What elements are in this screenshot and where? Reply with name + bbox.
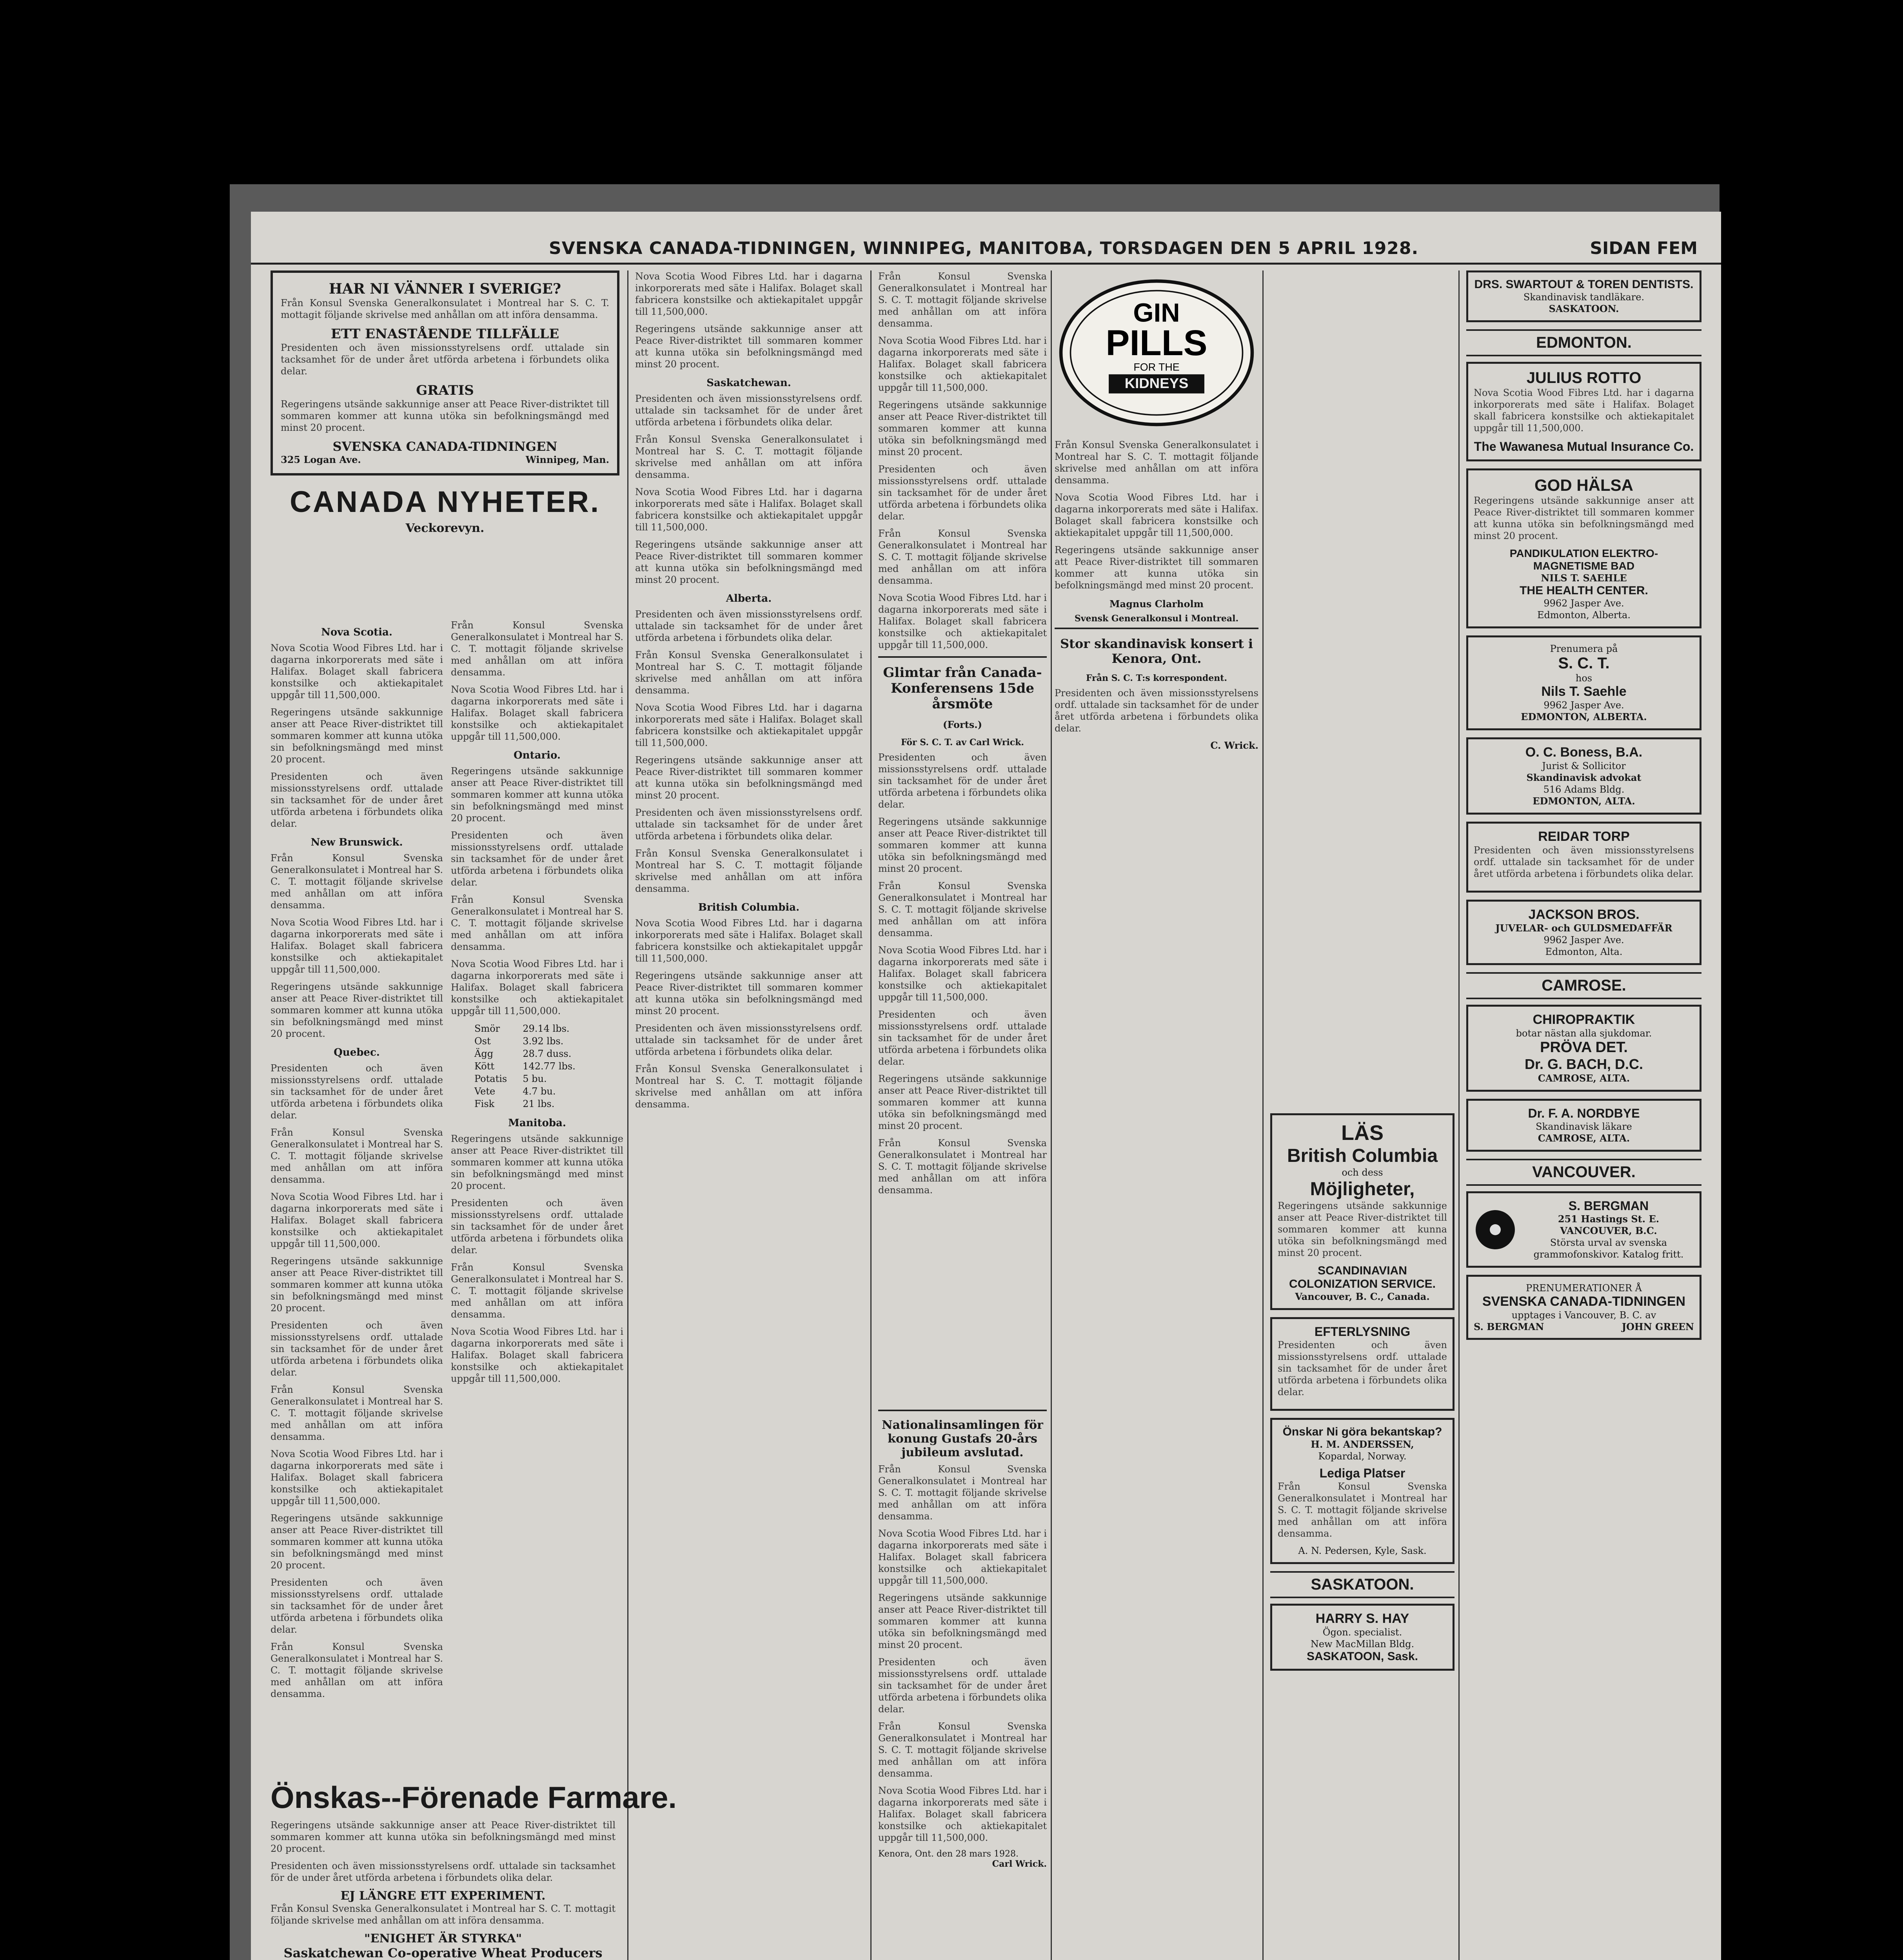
- article-text: Regeringens utsände sakkunnige anser att Peace River-distriktet till sommaren kommer att kunna utöka sin befolkningsmängd med minst 20 procent.: [1055, 544, 1258, 591]
- boness-ad: [1466, 737, 1701, 815]
- article-text: Nova Scotia Wood Fibres Ltd. har i dagarna inkorporerats med säte i Halifax. Bolaget skall fabricera konstsilke och aktiekapitalet uppgår till 11,500,000.: [451, 684, 623, 742]
- article-text: Regeringens utsände sakkunnige anser att Peace River-distriktet till sommaren kommer att kunna utöka sin befolkningsmängd med minst 20 procent.: [878, 1073, 1047, 1131]
- vancouver-header: VANCOUVER.: [1466, 1159, 1701, 1186]
- article-text: Nova Scotia Wood Fibres Ltd. har i dagarna inkorporerats med säte i Halifax. Bolaget skall fabricera konstsilke och aktiekapitalet uppgår till 11,500,000.: [635, 702, 863, 748]
- boness-sub: Jurist & Sollicitor: [1542, 760, 1626, 771]
- article-text: Nova Scotia Wood Fibres Ltd. har i dagarna inkorporerats med säte i Halifax. Bolaget skall fabricera konstsilke och aktiekapitalet uppgår till 11,500,000.: [635, 271, 863, 317]
- subscribe-sub: ETT ENASTÅENDE TILLFÄLLE: [330, 326, 559, 342]
- article-text: Regeringens utsände sakkunnige anser att Peace River-distriktet till sommaren kommer att kunna utöka sin befolkningsmängd med minst 20 procent.: [635, 323, 863, 370]
- efterlysning-text: Presidenten och även missionsstyrelsens ordf. uttalade sin tacksamhet för de under året utförda arbetena i förbundets olika delar.: [1278, 1339, 1447, 1397]
- table-row: [467, 1022, 583, 1035]
- pool-name: Saskatchewan Co-operative Wheat Producers: [283, 1945, 603, 1960]
- nordbye-city: CAMROSE, ALTA.: [1538, 1132, 1630, 1144]
- camrose-header: CAMROSE.: [1466, 972, 1701, 999]
- nordbye-name: Dr. F. A. NORDBYE: [1528, 1106, 1640, 1120]
- table-row: [467, 1098, 583, 1110]
- pills-for-text: FOR THE: [1133, 361, 1180, 373]
- jackson-ad: [1466, 900, 1701, 965]
- health-city: Edmonton, Alberta.: [1537, 610, 1631, 621]
- article-text: Från Konsul Svenska Generalkonsulatet i Montreal har S. C. T. mottagit följande skrivelse med anhållan om att införa densamma.: [878, 271, 1047, 329]
- saskatoon-header: SASKATOON.: [1270, 1571, 1454, 1598]
- masthead-title: SVENSKA CANADA-TIDNINGEN, WINNIPEG, MANITOBA, TORSDAGEN DEN 5 APRIL 1928.: [549, 238, 1419, 258]
- pren-agent-b: JOHN GREEN: [1622, 1321, 1694, 1332]
- boness-city: EDMONTON, ALTA.: [1533, 795, 1635, 807]
- article-text: Från Konsul Svenska Generalkonsulatet i Montreal har S. C. T. mottagit följande skrivelse med anhållan om att införa densamma.: [878, 1464, 1047, 1522]
- subscribe-text-3: Regeringens utsände sakkunnige anser att Peace River-distriktet till sommaren kommer att kunna utöka sin befolkningsmängd med minst 20 procent.: [281, 399, 609, 433]
- reidar-text: Presidenten och även missionsstyrelsens ordf. uttalade sin tacksamhet för de under året utförda arbetena i förbundets olika delar.: [1474, 845, 1694, 879]
- god-halsa-title: GOD HÄLSA: [1534, 476, 1633, 494]
- section-alberta: Alberta.: [726, 593, 772, 604]
- section-new-brunswick: New Brunswick.: [311, 837, 403, 848]
- gratis-label: GRATIS: [416, 383, 474, 398]
- production-table: [467, 1022, 583, 1110]
- article-text: Regeringens utsände sakkunnige anser att Peace River-distriktet till sommaren kommer att kunna utöka sin befolkningsmängd med minst 20 procent.: [878, 399, 1047, 457]
- chiro-title: CHIROPRAKTIK: [1533, 1012, 1635, 1027]
- magnus-name: Magnus Clarholm: [1109, 598, 1204, 610]
- article-text: Regeringens utsände sakkunnige anser att Peace River-distriktet till sommaren kommer att kunna utöka sin befolkningsmängd med minst 20 procent.: [451, 1133, 623, 1191]
- article-text: Presidenten och även missionsstyrelsens ordf. uttalade sin tacksamhet för de under året utförda arbetena i förbundets olika delar.: [635, 1023, 863, 1057]
- reidar-name: REIDAR TORP: [1538, 829, 1630, 844]
- pren-sub: upptages i Vancouver, B. C. av: [1511, 1310, 1656, 1321]
- subscribe-paper-name: SVENSKA CANADA-TIDNINGEN: [332, 439, 557, 454]
- column-6-ads: [1466, 270, 1701, 1960]
- article-text: Presidenten och även missionsstyrelsens ordf. uttalade sin tacksamhet för de under året utförda arbetena i förbundets olika delar.: [271, 771, 443, 829]
- boness-name: O. C. Boness, B.A.: [1525, 745, 1643, 760]
- article-text: Regeringens utsände sakkunnige anser att Peace River-distriktet till sommaren kommer att kunna utöka sin befolkningsmängd med minst 20 procent.: [878, 1592, 1047, 1650]
- kenora-signoff-name: Carl Wrick.: [992, 1859, 1047, 1869]
- section-british-columbia: British Columbia.: [698, 902, 800, 913]
- bc-ad-service: SCANDINAVIAN COLONIZATION SERVICE.: [1289, 1264, 1436, 1290]
- konsert-byline: Från S. C. T:s korrespondent.: [1086, 673, 1228, 683]
- article-text: Regeringens utsände sakkunnige anser att Peace River-distriktet till sommaren kommer att kunna utöka sin befolkningsmängd med minst 20 procent.: [271, 981, 443, 1039]
- bergman-city: VANCOUVER, B.C.: [1560, 1225, 1657, 1236]
- wawanesa-title: The Wawanesa Mutual Insurance Co.: [1474, 439, 1694, 454]
- article-text: Från Konsul Svenska Generalkonsulatet i Montreal har S. C. T. mottagit följande skrivelse med anhållan om att införa densamma.: [1055, 439, 1258, 486]
- article-text: Regeringens utsände sakkunnige anser att Peace River-distriktet till sommaren kommer att kunna utöka sin befolkningsmängd med minst 20 procent.: [271, 1513, 443, 1571]
- table-cell: Fisk: [474, 1098, 495, 1109]
- column-1-text: [271, 619, 443, 1835]
- bc-ad-las: LÄS: [1341, 1121, 1384, 1145]
- subscribe-text: Från Konsul Svenska Generalkonsulatet i Montreal har S. C. T. mottagit följande skrivelse med anhållan om att införa densamma.: [281, 298, 609, 320]
- god-halsa-ad: [1466, 468, 1701, 628]
- table-row: [467, 1035, 583, 1047]
- boness-adv: Skandinavisk advokat: [1526, 772, 1642, 783]
- table-cell: 4.7 bu.: [523, 1086, 556, 1097]
- section-nova-scotia: Nova Scotia.: [321, 626, 392, 638]
- article-text: Nova Scotia Wood Fibres Ltd. har i dagarna inkorporerats med säte i Halifax. Bolaget skall fabricera konstsilke och aktiekapitalet uppgår till 11,500,000.: [271, 1448, 443, 1506]
- table-cell: 142.77 lbs.: [523, 1061, 576, 1072]
- article-text: Presidenten och även missionsstyrelsens ordf. uttalade sin tacksamhet för de under året utförda arbetena i förbundets olika delar.: [271, 1860, 616, 1883]
- farmers-title: Önskas--Förenade Farmare.: [271, 1780, 677, 1815]
- article-text: Från Konsul Svenska Generalkonsulatet i Montreal har S. C. T. mottagit följande skrivelse med anhållan om att införa densamma.: [451, 1262, 623, 1320]
- sct-label: S. C. T.: [1558, 655, 1610, 672]
- subscribe-city: Winnipeg, Man.: [525, 454, 609, 465]
- swartout-city: SASKATOON.: [1549, 303, 1619, 314]
- nordbye-sub: Skandinavisk läkare: [1536, 1121, 1632, 1132]
- article-text: Presidenten och även missionsstyrelsens ordf. uttalade sin tacksamhet för de under året utförda arbetena i förbundets olika delar.: [271, 1063, 443, 1121]
- glimtar-byline: För S. C. T. av Carl Wrick.: [901, 737, 1024, 748]
- article-text: Nova Scotia Wood Fibres Ltd. har i dagarna inkorporerats med säte i Halifax. Bolaget skall fabricera konstsilke och aktiekapitalet uppgår till 11,500,000.: [271, 1191, 443, 1249]
- hay-line2: New MacMillan Bldg.: [1310, 1639, 1415, 1650]
- bach-name: Dr. G. BACH, D.C.: [1524, 1056, 1643, 1072]
- pills-kidneys-text: KIDNEYS: [1124, 375, 1189, 392]
- health-address: 9962 Jasper Ave.: [1543, 598, 1624, 609]
- bc-ad: [1270, 1113, 1454, 1310]
- column-rule: [870, 270, 872, 1960]
- article-text: Nova Scotia Wood Fibres Ltd. har i dagarna inkorporerats med säte i Halifax. Bolaget skall fabricera konstsilke och aktiekapitalet uppgår till 11,500,000.: [271, 642, 443, 701]
- article-text: Från Konsul Svenska Generalkonsulatet i Montreal har S. C. T. mottagit följande skrivelse med anhållan om att införa densamma.: [271, 1127, 443, 1185]
- column-rule: [1051, 270, 1052, 1960]
- nordbye-ad: [1466, 1099, 1701, 1152]
- veckorevyn-label: Veckorevyn.: [405, 521, 485, 535]
- bekantskap-name: H. M. ANDERSSEN,: [1311, 1439, 1414, 1450]
- column-5-ads: [1270, 1113, 1454, 1960]
- article-text: Nova Scotia Wood Fibres Ltd. har i dagarna inkorporerats med säte i Halifax. Bolaget skall fabricera konstsilke och aktiekapitalet uppgår till 11,500,000.: [878, 592, 1047, 650]
- glimtar-title: Glimtar från Canada-Konferensens 15de årsmöte: [883, 665, 1042, 712]
- bc-ad-och-dess: och dess: [1342, 1167, 1383, 1178]
- bc-ad-city: Vancouver, B. C., Canada.: [1295, 1291, 1430, 1302]
- article-text: Nova Scotia Wood Fibres Ltd. har i dagarna inkorporerats med säte i Halifax. Bolaget skall fabricera konstsilke och aktiekapitalet uppgår till 11,500,000.: [878, 1785, 1047, 1843]
- article-text: Presidenten och även missionsstyrelsens ordf. uttalade sin tacksamhet för de under året utförda arbetena i förbundets olika delar.: [1055, 688, 1258, 734]
- prenumera-city: EDMONTON, ALBERTA.: [1521, 711, 1647, 722]
- bc-ad-mojligheter: Möjligheter,: [1310, 1179, 1415, 1200]
- article-text: Presidenten och även missionsstyrelsens ordf. uttalade sin tacksamhet för de under året utförda arbetena i förbundets olika delar.: [635, 393, 863, 428]
- column-rule: [627, 270, 628, 1960]
- section-ontario: Ontario.: [514, 750, 561, 761]
- article-text: Från Konsul Svenska Generalkonsulatet i Montreal har S. C. T. mottagit följande skrivelse med anhållan om att införa densamma.: [271, 1384, 443, 1442]
- bekantskap-place: Kopardal, Norway.: [1318, 1451, 1407, 1462]
- table-cell: 5 bu.: [523, 1073, 547, 1084]
- bc-ad-title: British Columbia: [1287, 1145, 1438, 1166]
- article-text: Presidenten och även missionsstyrelsens ordf. uttalade sin tacksamhet för de under året utförda arbetena i förbundets olika delar.: [635, 609, 863, 643]
- article-text: Presidenten och även missionsstyrelsens ordf. uttalade sin tacksamhet för de under året utförda arbetena i förbundets olika delar.: [451, 830, 623, 888]
- subscribe-address: 325 Logan Ave.: [281, 454, 361, 465]
- hay-line1: Ögon. specialist.: [1322, 1627, 1402, 1638]
- article-text: Regeringens utsände sakkunnige anser att Peace River-distriktet till sommaren kommer att kunna utöka sin befolkningsmängd med minst 20 procent.: [878, 816, 1047, 874]
- table-row: [467, 1085, 583, 1098]
- bc-ad-text: Regeringens utsände sakkunnige anser att Peace River-distriktet till sommaren kommer att kunna utöka sin befolkningsmängd med minst 20 procent.: [1278, 1200, 1447, 1258]
- article-text: Från Konsul Svenska Generalkonsulatet i Montreal har S. C. T. mottagit följande skrivelse med anhållan om att införa densamma.: [271, 853, 443, 911]
- article-text: Presidenten och även missionsstyrelsens ordf. uttalade sin tacksamhet för de under året utförda arbetena i förbundets olika delar.: [878, 464, 1047, 522]
- article-text: Presidenten och även missionsstyrelsens ordf. uttalade sin tacksamhet för de under året utförda arbetena i förbundets olika delar.: [271, 1320, 443, 1378]
- article-text: Från Konsul Svenska Generalkonsulatet i Montreal har S. C. T. mottagit följande skrivelse med anhållan om att införa densamma.: [878, 528, 1047, 586]
- article-text: Nova Scotia Wood Fibres Ltd. har i dagarna inkorporerats med säte i Halifax. Bolaget skall fabricera konstsilke och aktiekapitalet uppgår till 11,500,000.: [635, 918, 863, 964]
- magnus-title: Svensk Generalkonsul i Montreal.: [1074, 613, 1239, 624]
- pren-agent-a: S. BERGMAN: [1474, 1321, 1544, 1332]
- column-rule: [1458, 270, 1460, 1960]
- ej-langre-label: EJ LÄNGRE ETT EXPERIMENT.: [340, 1889, 546, 1903]
- prova-label: PRÖVA DET.: [1540, 1039, 1628, 1056]
- page-number: SIDAN FEM: [1590, 238, 1698, 258]
- subscribe-box: [271, 270, 619, 475]
- prenumera-address: 9962 Jasper Ave.: [1543, 700, 1624, 711]
- prenumera-label: Prenumera på: [1550, 643, 1618, 654]
- hay-ad: [1270, 1604, 1454, 1671]
- bekantskap-title: Önskar Ni göra bekantskap?: [1282, 1425, 1442, 1438]
- jackson-address: 9962 Jasper Ave.: [1543, 935, 1624, 946]
- swartout-title: DRS. SWARTOUT & TOREN DENTISTS.: [1474, 278, 1694, 291]
- bekantskap-ad: [1270, 1418, 1454, 1564]
- article-text: Från Konsul Svenska Generalkonsulatet i Montreal har S. C. T. mottagit följande skrivelse med anhållan om att införa densamma.: [878, 880, 1047, 938]
- table-cell: 3.92 lbs.: [523, 1036, 564, 1047]
- section-manitoba: Manitoba.: [508, 1117, 566, 1129]
- national-article: [878, 1407, 1047, 1960]
- article-text: Regeringens utsände sakkunnige anser att Peace River-distriktet till sommaren kommer att kunna utöka sin befolkningsmängd med minst 20 procent.: [271, 1820, 616, 1854]
- article-text: Presidenten och även missionsstyrelsens ordf. uttalade sin tacksamhet för de under året utförda arbetena i förbundets olika delar.: [878, 1657, 1047, 1715]
- article-text: Från Konsul Svenska Generalkonsulatet i Montreal har S. C. T. mottagit följande skrivelse med anhållan om att införa densamma.: [451, 620, 623, 678]
- article-text: Nova Scotia Wood Fibres Ltd. har i dagarna inkorporerats med säte i Halifax. Bolaget skall fabricera konstsilke och aktiekapitalet uppgår till 11,500,000.: [878, 945, 1047, 1003]
- subscribe-text-2: Presidenten och även missionsstyrelsens ordf. uttalade sin tacksamhet för de under året utförda arbetena i förbundets olika delar.: [281, 342, 609, 377]
- column-3: [635, 270, 863, 1960]
- reidar-ad: [1466, 822, 1701, 893]
- table-cell: 28.7 duss.: [523, 1048, 572, 1059]
- article-text: Presidenten och även missionsstyrelsens ordf. uttalade sin tacksamhet för de under året utförda arbetena i förbundets olika delar.: [451, 1198, 623, 1256]
- newspaper-page: [251, 212, 1721, 1960]
- article-text: Regeringens utsände sakkunnige anser att Peace River-distriktet till sommaren kommer att kunna utöka sin befolkningsmängd med minst 20 procent.: [635, 970, 863, 1016]
- section-quebec: Quebec.: [334, 1047, 380, 1058]
- efterlysning-ad: [1270, 1317, 1454, 1411]
- canada-nyheter-title: CANADA NYHETER.: [290, 485, 600, 519]
- pandik-title: PANDIKULATION ELEKTRO-MAGNETISME BAD: [1509, 547, 1658, 572]
- swartout-sub: Skandinavisk tandläkare.: [1523, 292, 1645, 303]
- article-text: Regeringens utsände sakkunnige anser att Peace River-distriktet till sommaren kommer att kunna utöka sin befolkningsmängd med minst 20 procent.: [271, 1256, 443, 1314]
- hay-city: SASKATOON, Sask.: [1307, 1650, 1418, 1663]
- subscribe-title: HAR NI VÄNNER I SVERIGE?: [329, 281, 561, 297]
- article-text: Regeringens utsände sakkunnige anser att Peace River-distriktet till sommaren kommer att kunna utöka sin befolkningsmängd med minst 20 procent.: [451, 766, 623, 824]
- article-text: Från Konsul Svenska Generalkonsulatet i Montreal har S. C. T. mottagit följande skrivelse med anhållan om att införa densamma.: [635, 848, 863, 894]
- bergman-address: 251 Hastings St. E.: [1558, 1213, 1660, 1225]
- chiro-ad: [1466, 1005, 1701, 1092]
- swartout-ad: [1466, 270, 1701, 322]
- table-cell: 21 lbs.: [523, 1098, 555, 1109]
- article-text: Från Konsul Svenska Generalkonsulatet i Montreal har S. C. T. mottagit följande skrivelse med anhållan om att införa densamma.: [878, 1721, 1047, 1779]
- national-title: Nationalinsamlingen för konung Gustafs 20-års jubileum avslutad.: [882, 1418, 1043, 1459]
- article-text: Från Konsul Svenska Generalkonsulatet i Montreal har S. C. T. mottagit följande skrivelse med anhållan om att införa densamma.: [878, 1138, 1047, 1196]
- edmonton-header: EDMONTON.: [1466, 329, 1701, 356]
- table-row: [467, 1047, 583, 1060]
- prenumera-ad: [1466, 635, 1701, 730]
- article-text: Presidenten och även missionsstyrelsens ordf. uttalade sin tacksamhet för de under året utförda arbetena i förbundets olika delar.: [878, 1009, 1047, 1067]
- article-text: Regeringens utsände sakkunnige anser att Peace River-distriktet till sommaren kommer att kunna utöka sin befolkningsmängd med minst 20 procent.: [635, 539, 863, 585]
- article-text: Nova Scotia Wood Fibres Ltd. har i dagarna inkorporerats med säte i Halifax. Bolaget skall fabricera konstsilke och aktiekapitalet uppgår till 11,500,000.: [878, 1528, 1047, 1586]
- pren-vancouver-ad: [1466, 1275, 1701, 1340]
- table-cell: Potatis: [474, 1073, 507, 1084]
- rotto-text: Nova Scotia Wood Fibres Ltd. har i dagarna inkorporerats med säte i Halifax. Bolaget skall fabricera konstsilke och aktiekapitalet uppgår till 11,500,000.: [1474, 387, 1694, 434]
- prenumera-name: Nils T. Saehle: [1541, 684, 1627, 699]
- bergman-sub: Största urval av svenska grammofonskivor. Katalog fritt.: [1533, 1237, 1684, 1260]
- article-text: Regeringens utsände sakkunnige anser att Peace River-distriktet till sommaren kommer att kunna utöka sin befolkningsmängd med minst 20 procent.: [635, 755, 863, 801]
- pren-header: PRENUMERATIONER Å: [1526, 1283, 1642, 1294]
- hay-name: HARRY S. HAY: [1315, 1611, 1409, 1626]
- article-text: Nova Scotia Wood Fibres Ltd. har i dagarna inkorporerats med säte i Halifax. Bolaget skall fabricera konstsilke och aktiekapitalet uppgår till 11,500,000.: [1055, 492, 1258, 538]
- god-halsa-text: Regeringens utsände sakkunnige anser att Peace River-distriktet till sommaren kommer att kunna utöka sin befolkningsmängd med minst 20 procent.: [1474, 495, 1694, 541]
- table-cell: Ost: [474, 1036, 491, 1047]
- article-text: Presidenten och även missionsstyrelsens ordf. uttalade sin tacksamhet för de under året utförda arbetena i förbundets olika delar.: [271, 1577, 443, 1635]
- pills-gin-text: GIN: [1133, 298, 1180, 328]
- lediga-title: Lediga Platser: [1319, 1466, 1405, 1480]
- konsert-title: Stor skandinavisk konsert i Kenora, Ont.: [1060, 636, 1253, 666]
- article-text: Nova Scotia Wood Fibres Ltd. har i dagarna inkorporerats med säte i Halifax. Bolaget skall fabricera konstsilke och aktiekapitalet uppgår till 11,500,000.: [271, 917, 443, 975]
- bergman-ad: [1466, 1191, 1701, 1268]
- record-icon: [1474, 1208, 1517, 1251]
- table-cell: Kött: [474, 1061, 495, 1072]
- pills-brand-text: PILLS: [1106, 323, 1208, 363]
- column-5: [1055, 270, 1258, 1960]
- article-text: Presidenten och även missionsstyrelsens ordf. uttalade sin tacksamhet för de under året utförda arbetena i förbundets olika delar.: [635, 807, 863, 842]
- article-text: Från Konsul Svenska Generalkonsulatet i Montreal har S. C. T. mottagit följande skrivelse med anhållan om att införa densamma.: [635, 1063, 863, 1110]
- article-text: Nova Scotia Wood Fibres Ltd. har i dagarna inkorporerats med säte i Halifax. Bolaget skall fabricera konstsilke och aktiekapitalet uppgår till 11,500,000.: [878, 335, 1047, 393]
- efterlysning-title: EFTERLYSNING: [1314, 1325, 1411, 1339]
- article-text: Presidenten och även missionsstyrelsens ordf. uttalade sin tacksamhet för de under året utförda arbetena i förbundets olika delar.: [878, 752, 1047, 810]
- bergman-name: S. BERGMAN: [1568, 1199, 1649, 1213]
- table-row: [467, 1060, 583, 1073]
- bach-city: CAMROSE, ALTA.: [1538, 1073, 1630, 1084]
- table-cell: 29.14 lbs.: [523, 1023, 570, 1034]
- health-owner: NILS T. SAEHLE: [1541, 572, 1627, 584]
- column-2-text: [451, 619, 623, 1835]
- table-row: [467, 1073, 583, 1085]
- jackson-sub: JUVELAR- och GULDSMEDAFFÄR: [1495, 922, 1672, 934]
- lediga-contact: A. N. Pedersen, Kyle, Sask.: [1298, 1545, 1427, 1556]
- rotto-title: JULIUS ROTTO: [1526, 369, 1642, 387]
- article-text: Från Konsul Svenska Generalkonsulatet i Montreal har S. C. T. mottagit följande skrivelse med anhållan om att införa densamma.: [451, 894, 623, 952]
- article-text: Nova Scotia Wood Fibres Ltd. har i dagarna inkorporerats med säte i Halifax. Bolaget skall fabricera konstsilke och aktiekapitalet uppgår till 11,500,000.: [451, 1326, 623, 1384]
- pren-paper-name: SVENSKA CANADA-TIDNINGEN: [1482, 1294, 1686, 1309]
- hos-label: hos: [1575, 673, 1592, 684]
- jackson-city: Edmonton, Alta.: [1545, 946, 1623, 957]
- column-rule: [1262, 270, 1264, 1960]
- health-center-name: THE HEALTH CENTER.: [1520, 584, 1648, 597]
- article-text: Nova Scotia Wood Fibres Ltd. har i dagarna inkorporerats med säte i Halifax. Bolaget skall fabricera konstsilke och aktiekapitalet uppgår till 11,500,000.: [451, 958, 623, 1016]
- slogan: "ENIGHET ÄR STYRKA": [364, 1932, 522, 1945]
- lediga-text: Från Konsul Svenska Generalkonsulatet i Montreal har S. C. T. mottagit följande skrivelse med anhållan om att införa densamma.: [1278, 1481, 1447, 1539]
- konsert-sign: C. Wrick.: [1210, 740, 1258, 751]
- gin-pills-ad-logo: [1059, 274, 1255, 431]
- article-text: Från Konsul Svenska Generalkonsulatet i Montreal har S. C. T. mottagit följande skrivelse med anhållan om att införa densamma.: [271, 1641, 443, 1699]
- table-cell: Ägg: [474, 1048, 494, 1059]
- jackson-name: JACKSON BROS.: [1528, 907, 1640, 922]
- boness-bldg: 516 Adams Bldg.: [1543, 784, 1625, 795]
- chiro-sub: botar nästan alla sjukdomar.: [1516, 1028, 1652, 1039]
- glimtar-forts: (Forts.): [942, 719, 982, 730]
- table-cell: Smör: [474, 1023, 500, 1034]
- article-text: Från Konsul Svenska Generalkonsulatet i Montreal har S. C. T. mottagit följande skrivelse med anhållan om att införa densamma.: [635, 434, 863, 480]
- table-cell: Vete: [474, 1086, 496, 1097]
- article-text: Från Konsul Svenska Generalkonsulatet i Montreal har S. C. T. mottagit följande skrivelse med anhållan om att införa densamma.: [635, 650, 863, 696]
- article-text: Nova Scotia Wood Fibres Ltd. har i dagarna inkorporerats med säte i Halifax. Bolaget skall fabricera konstsilke och aktiekapitalet uppgår till 11,500,000.: [635, 486, 863, 533]
- rotto-ad: [1466, 362, 1701, 461]
- kenora-signoff: Kenora, Ont. den 28 mars 1928.: [878, 1849, 1019, 1859]
- masthead: [251, 235, 1721, 265]
- section-saskatchewan: Saskatchewan.: [706, 377, 791, 389]
- article-text: Från Konsul Svenska Generalkonsulatet i Montreal har S. C. T. mottagit följande skrivelse med anhållan om att införa densamma.: [271, 1903, 616, 1926]
- article-text: Regeringens utsände sakkunnige anser att Peace River-distriktet till sommaren kommer att kunna utöka sin befolkningsmängd med minst 20 procent.: [271, 707, 443, 765]
